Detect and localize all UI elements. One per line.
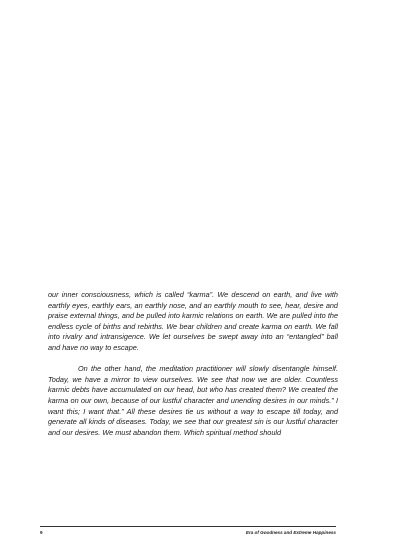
running-title: Era of Goodness and Extreme Happiness [245,530,336,535]
paragraph-meditation: On the other hand, the meditation practitioner will slowly disentangle himself. Today, we have a mirror to view ourselves. We see that now we are older. Countless karmic debts have accumulated on our head, but who has created them? We created the karma on our own, because of our lustful character and unending desires in our minds.” I want this; I want that.” All these desires tie us without a way to escape till today, and generate all kinds of diseases. Today, we see that our greatest sin is our lustful character and our desires. We must abandon them. Which spiritual method should [48,364,338,437]
page-number: 9 [40,530,43,535]
body-text [48,290,338,438]
paragraph-karma: our inner consciousness, which is called “karma”. We descend on earth, and live with earthly eyes, earthly ears, an earthly nose, and an earthly mouth to see, hear, desire and praise external things, and be pulled into karmic relations on earth. We are pulled into the endless cycle of births and rebirths. We bear children and create karma on earth. We fall into rivalry and intransigence. We let ourselves be swept away into an “entangled” ball and have no way to escape. [48,290,338,352]
footer-divider [40,526,336,527]
